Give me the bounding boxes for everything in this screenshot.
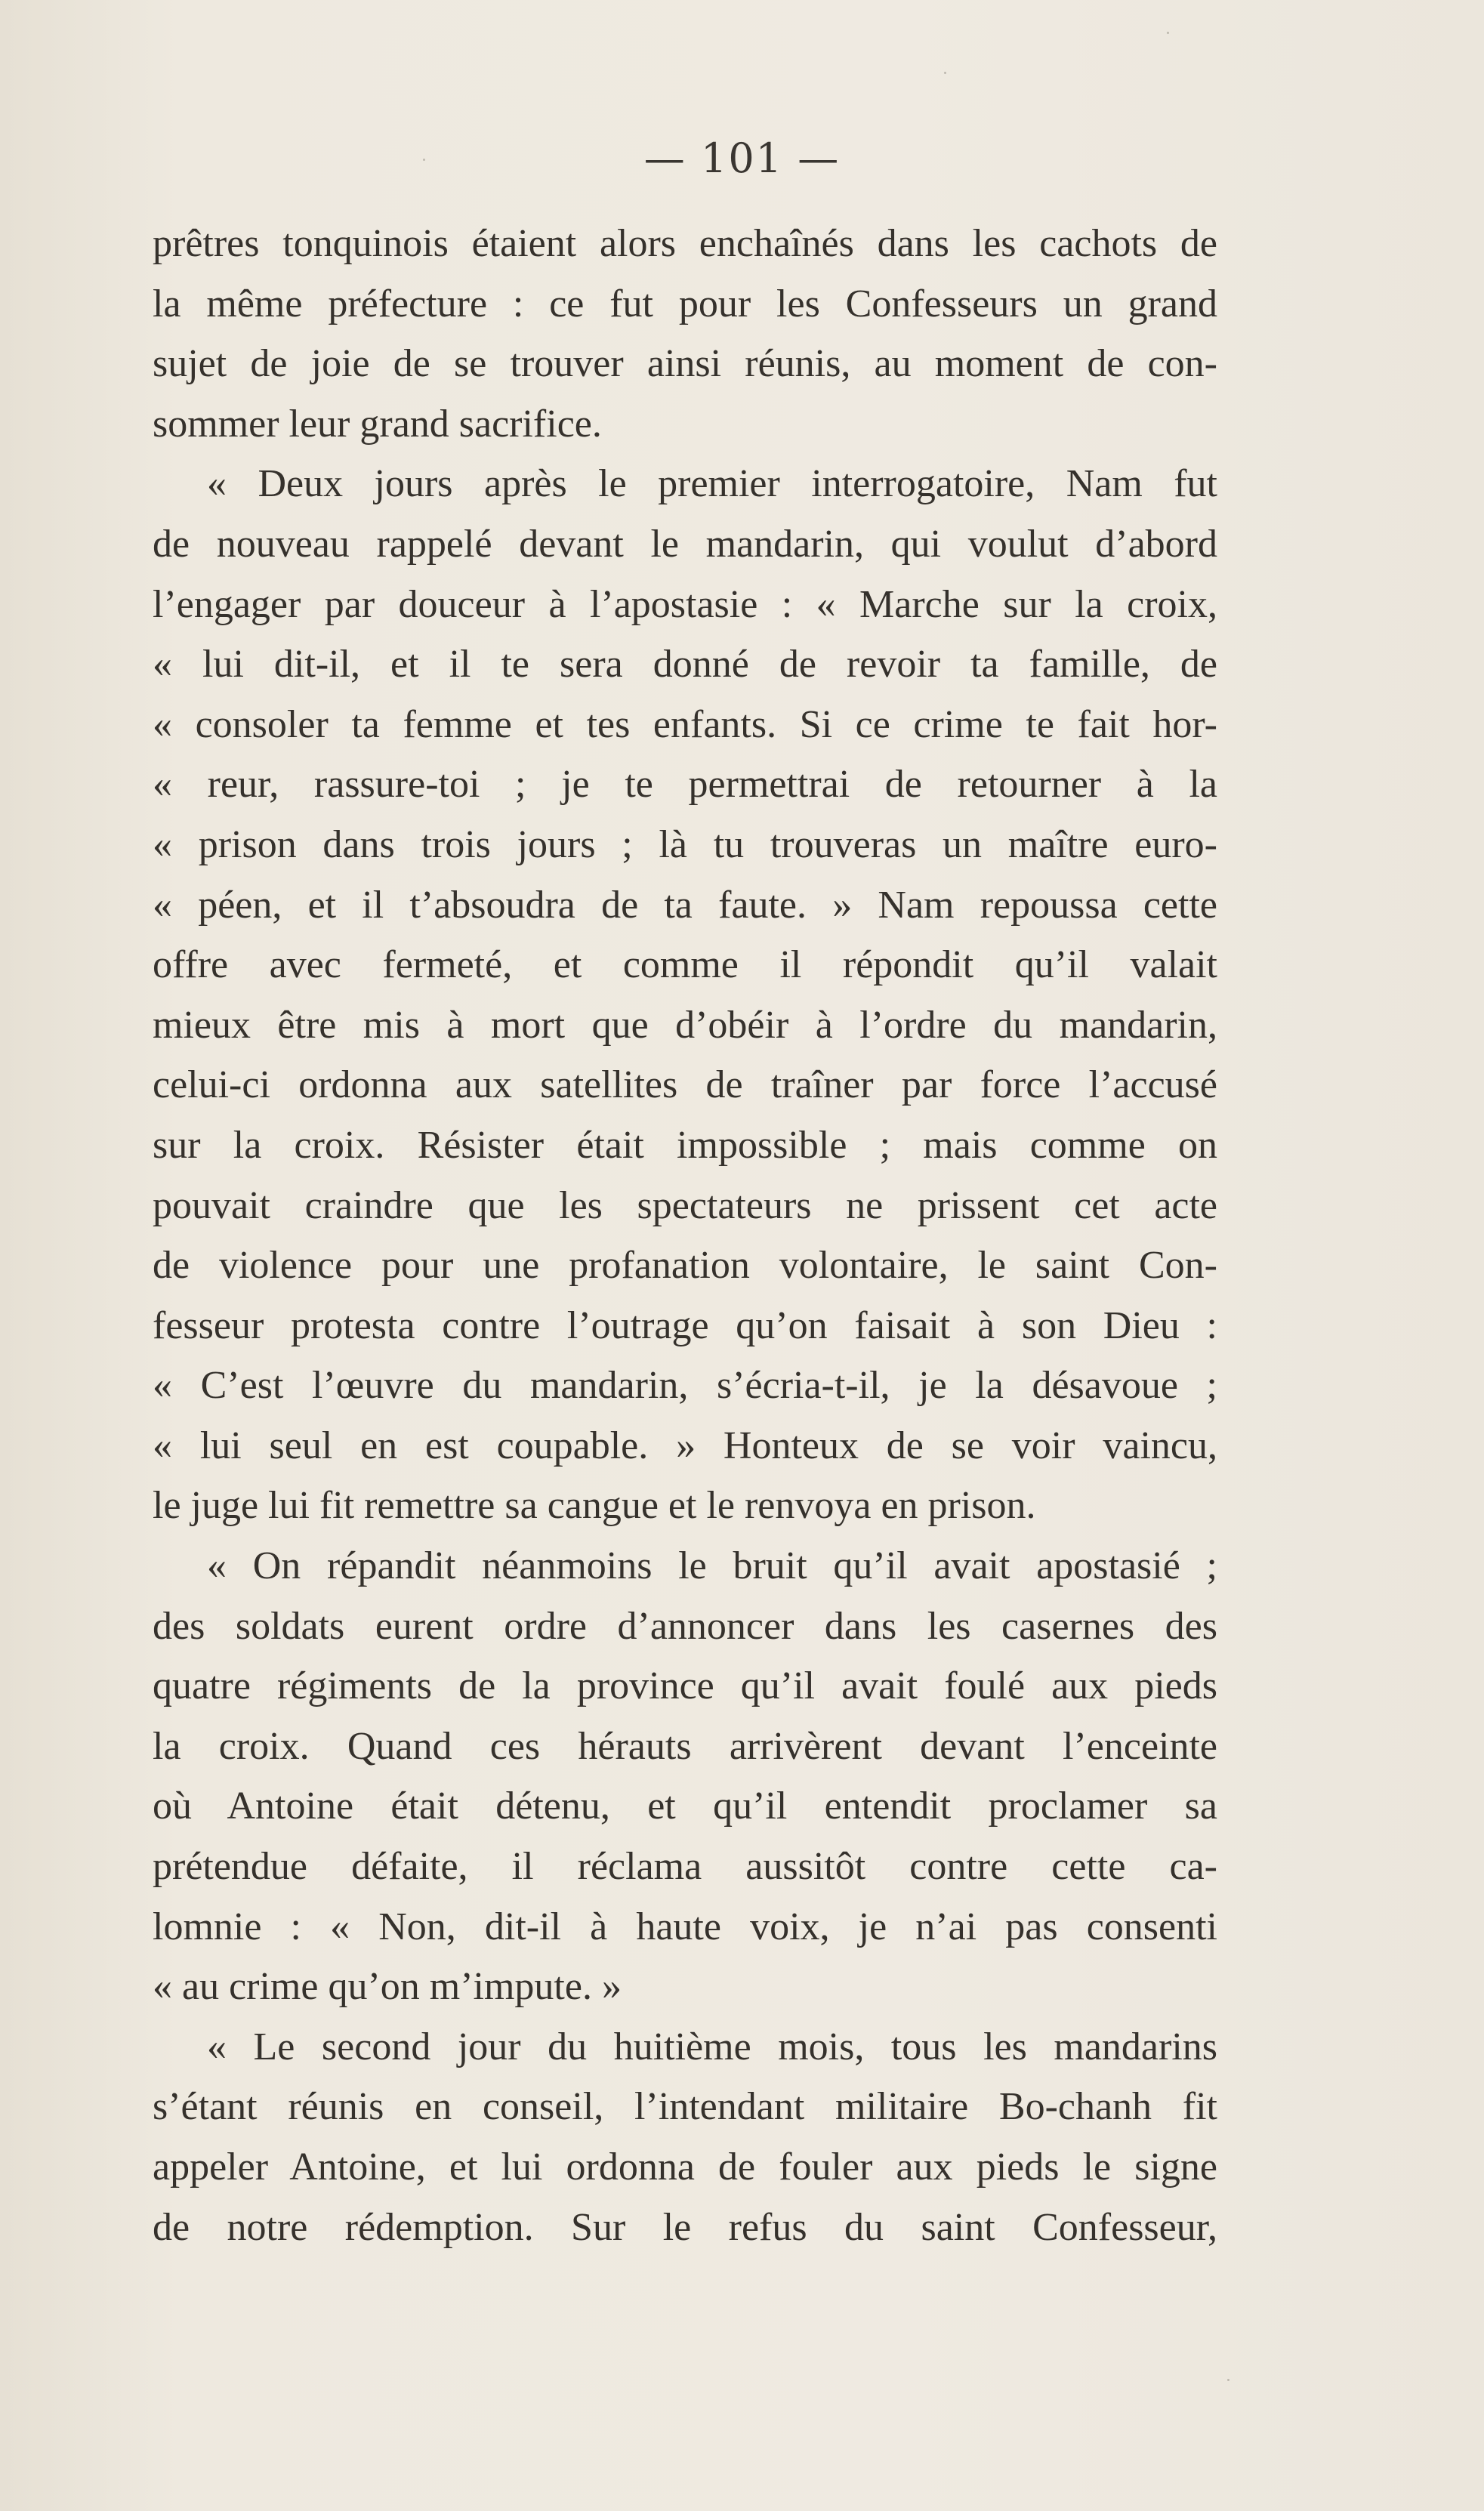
text-line: « au crime qu’on m’impute. »: [153, 1965, 622, 2009]
text-line: quatre régiments de la province qu’il avait foulé aux pieds: [153, 1664, 1217, 1708]
page-number: — 101 —: [643, 134, 841, 182]
paper-speck: [1167, 32, 1169, 34]
text-line: « prison dans trois jours ; là tu trouveras un maître euro-: [153, 822, 1217, 866]
text-line: « On répandit néanmoins le bruit qu’il avait apostasié ;: [207, 1544, 1217, 1588]
text-line: la croix. Quand ces hérauts arrivèrent devant l’enceinte: [153, 1724, 1217, 1768]
text-line: « C’est l’œuvre du mandarin, s’écria-t-il, je la désavoue ;: [153, 1364, 1217, 1408]
text-line: offre avec fermeté, et comme il répondit qu’il valait: [153, 943, 1217, 987]
text-line: lomnie : « Non, dit-il à haute voix, je n’ai pas consenti: [153, 1905, 1217, 1948]
text-line: « Deux jours après le premier interrogatoire, Nam fut: [207, 462, 1217, 506]
text-line: de notre rédemption. Sur le refus du saint Confesseur,: [153, 2205, 1217, 2249]
text-line: mieux être mis à mort que d’obéir à l’ordre du mandarin,: [153, 1003, 1217, 1047]
paper-speck: [423, 159, 425, 161]
text-line: le juge lui fit remettre sa cangue et le renvoya en prison.: [153, 1484, 1036, 1528]
text-line: prétendue défaite, il réclama aussitôt contre cette ca-: [153, 1845, 1217, 1889]
text-line: appeler Antoine, et lui ordonna de fouler aux pieds le signe: [153, 2145, 1217, 2189]
text-line: fesseur protesta contre l’outrage qu’on faisait à son Dieu :: [153, 1303, 1217, 1347]
text-line: celui-ci ordonna aux satellites de traîner par force l’accusé: [153, 1063, 1217, 1107]
text-line: « consoler ta femme et tes enfants. Si ce crime te fait hor-: [153, 702, 1217, 746]
text-line: « lui seul en est coupable. » Honteux de se voir vaincu,: [153, 1424, 1217, 1467]
text-line: « lui dit-il, et il te sera donné de revoir ta famille, de: [153, 643, 1217, 686]
text-line: « Le second jour du huitième mois, tous les mandarins: [207, 2025, 1217, 2068]
text-line: sur la croix. Résister était impossible ; mais comme on: [153, 1123, 1217, 1167]
text-line: sommer leur grand sacrifice.: [153, 402, 602, 446]
text-line: « reur, rassure-toi ; je te permettrai de retourner à la: [153, 763, 1217, 807]
text-line: de violence pour une profanation volontaire, le saint Con-: [153, 1244, 1217, 1288]
text-line: s’étant réunis en conseil, l’intendant militaire Bo-chanh fit: [153, 2085, 1217, 2129]
text-line: « péen, et il t’absoudra de ta faute. » Nam repoussa cette: [153, 883, 1217, 927]
paper-speck: [944, 72, 946, 74]
text-line: des soldats eurent ordre d’annoncer dans les casernes des: [153, 1604, 1217, 1648]
text-line: de nouveau rappelé devant le mandarin, qui voulut d’abord: [153, 522, 1217, 566]
text-line: pouvait craindre que les spectateurs ne prissent cet acte: [153, 1183, 1217, 1227]
text-line: prêtres tonquinois étaient alors enchaînés dans les cachots de: [153, 222, 1217, 265]
text-line: sujet de joie de se trouver ainsi réunis, au moment de con-: [153, 342, 1217, 386]
paper-speck: [1227, 2379, 1229, 2381]
text-line: où Antoine était détenu, et qu’il entendit proclamer sa: [153, 1785, 1217, 1828]
text-line: la même préfecture : ce fut pour les Confesseurs un grand: [153, 282, 1217, 325]
body-text: [153, 214, 1217, 2257]
text-line: l’engager par douceur à l’apostasie : « Marche sur la croix,: [153, 582, 1217, 626]
